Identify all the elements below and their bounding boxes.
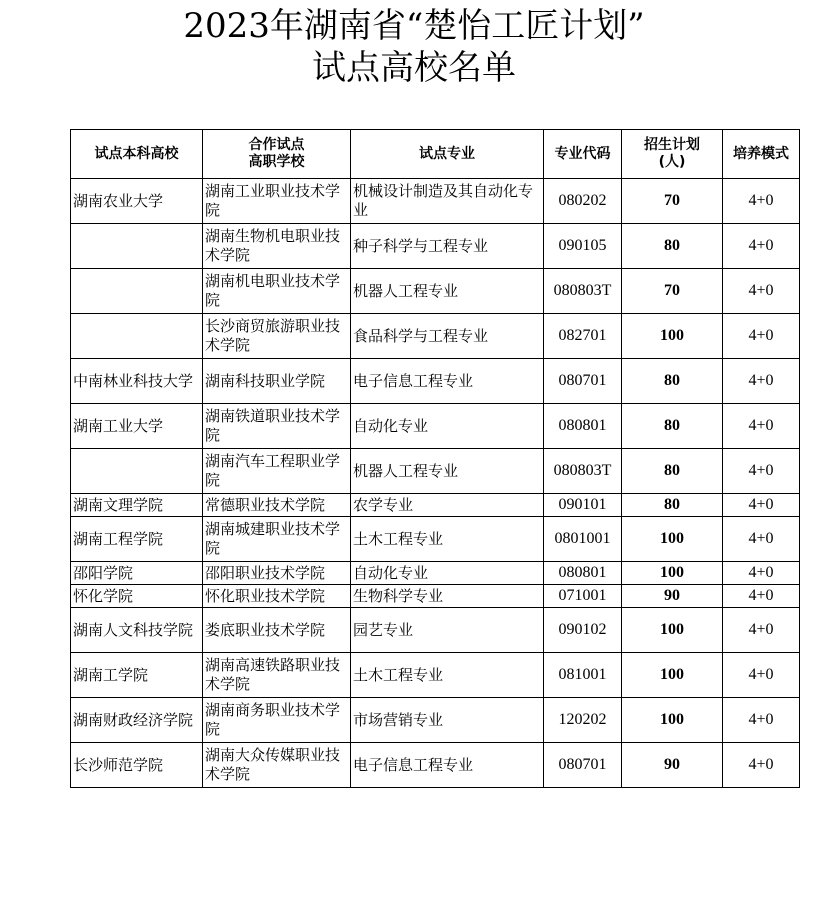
cell-university: 湖南工业大学 xyxy=(71,404,203,449)
cell-mode: 4+0 xyxy=(723,585,800,608)
cell-university: 邵阳学院 xyxy=(71,562,203,585)
cell-college: 湖南生物机电职业技术学院 xyxy=(203,224,351,269)
cell-plan: 70 xyxy=(622,179,723,224)
pilot-schools-table xyxy=(70,129,800,788)
cell-plan: 80 xyxy=(622,404,723,449)
cell-college: 湖南高速铁路职业技术学院 xyxy=(203,653,351,698)
table-row xyxy=(71,517,800,562)
cell-major: 机器人工程专业 xyxy=(351,269,544,314)
table-row xyxy=(71,562,800,585)
cell-college: 湖南大众传媒职业技术学院 xyxy=(203,743,351,788)
cell-major: 园艺专业 xyxy=(351,608,544,653)
cell-college: 湖南城建职业技术学院 xyxy=(203,517,351,562)
cell-major: 土木工程专业 xyxy=(351,517,544,562)
cell-mode: 4+0 xyxy=(723,608,800,653)
cell-plan: 100 xyxy=(622,562,723,585)
cell-code: 080701 xyxy=(544,359,622,404)
cell-college: 长沙商贸旅游职业技术学院 xyxy=(203,314,351,359)
cell-mode: 4+0 xyxy=(723,224,800,269)
cell-plan: 80 xyxy=(622,224,723,269)
cell-plan: 90 xyxy=(622,743,723,788)
header-major: 试点专业 xyxy=(351,130,544,179)
title-line-2: 试点高校名单 xyxy=(312,48,516,88)
table-body xyxy=(71,179,800,788)
cell-code: 080803T xyxy=(544,449,622,494)
cell-mode: 4+0 xyxy=(723,359,800,404)
cell-university xyxy=(71,314,203,359)
header-code: 专业代码 xyxy=(544,130,622,179)
cell-major: 土木工程专业 xyxy=(351,653,544,698)
header-plan xyxy=(622,130,723,179)
cell-code: 082701 xyxy=(544,314,622,359)
cell-plan: 80 xyxy=(622,359,723,404)
cell-major: 电子信息工程专业 xyxy=(351,359,544,404)
table-row xyxy=(71,404,800,449)
cell-mode: 4+0 xyxy=(723,314,800,359)
table-row xyxy=(71,698,800,743)
header-college-line-1: 合作试点 xyxy=(248,137,305,153)
header-college xyxy=(203,130,351,179)
cell-code: 090105 xyxy=(544,224,622,269)
cell-mode: 4+0 xyxy=(723,404,800,449)
cell-plan: 90 xyxy=(622,585,723,608)
table-row xyxy=(71,359,800,404)
cell-university xyxy=(71,224,203,269)
cell-mode: 4+0 xyxy=(723,698,800,743)
header-mode: 培养模式 xyxy=(723,130,800,179)
cell-university: 湖南人文科技学院 xyxy=(71,608,203,653)
cell-code: 080801 xyxy=(544,404,622,449)
cell-plan: 100 xyxy=(622,698,723,743)
cell-code: 080202 xyxy=(544,179,622,224)
header-plan-line-1: 招生计划 xyxy=(644,137,700,153)
cell-plan: 70 xyxy=(622,269,723,314)
table-row xyxy=(71,743,800,788)
cell-plan: 80 xyxy=(622,494,723,517)
cell-plan: 80 xyxy=(622,449,723,494)
cell-college: 娄底职业技术学院 xyxy=(203,608,351,653)
cell-code: 080701 xyxy=(544,743,622,788)
cell-major: 电子信息工程专业 xyxy=(351,743,544,788)
cell-university: 湖南工学院 xyxy=(71,653,203,698)
cell-mode: 4+0 xyxy=(723,269,800,314)
cell-major: 生物科学专业 xyxy=(351,585,544,608)
cell-code: 0801001 xyxy=(544,517,622,562)
table-row xyxy=(71,494,800,517)
cell-major: 机器人工程专业 xyxy=(351,449,544,494)
title-line-1: 2023年湖南省“楚怡工匠计划” xyxy=(183,6,645,46)
cell-university: 湖南文理学院 xyxy=(71,494,203,517)
cell-college: 湖南商务职业技术学院 xyxy=(203,698,351,743)
table-row xyxy=(71,224,800,269)
cell-plan: 100 xyxy=(622,653,723,698)
table-row xyxy=(71,653,800,698)
cell-major: 种子科学与工程专业 xyxy=(351,224,544,269)
cell-college: 湖南机电职业技术学院 xyxy=(203,269,351,314)
cell-college: 湖南铁道职业技术学院 xyxy=(203,404,351,449)
cell-college: 湖南汽车工程职业学院 xyxy=(203,449,351,494)
cell-mode: 4+0 xyxy=(723,653,800,698)
table-row xyxy=(71,449,800,494)
cell-university xyxy=(71,269,203,314)
cell-university xyxy=(71,449,203,494)
header-university: 试点本科高校 xyxy=(71,130,203,179)
cell-college: 邵阳职业技术学院 xyxy=(203,562,351,585)
cell-code: 090102 xyxy=(544,608,622,653)
cell-plan: 100 xyxy=(622,608,723,653)
table-row xyxy=(71,608,800,653)
header-college-line-2: 高职学校 xyxy=(248,154,305,170)
table-row xyxy=(71,179,800,224)
cell-college: 湖南工业职业技术学院 xyxy=(203,179,351,224)
table-header-row xyxy=(71,130,800,179)
cell-plan: 100 xyxy=(622,517,723,562)
table-row xyxy=(71,314,800,359)
cell-mode: 4+0 xyxy=(723,517,800,562)
cell-code: 080803T xyxy=(544,269,622,314)
cell-mode: 4+0 xyxy=(723,449,800,494)
cell-code: 080801 xyxy=(544,562,622,585)
cell-mode: 4+0 xyxy=(723,562,800,585)
cell-college: 湖南科技职业学院 xyxy=(203,359,351,404)
cell-code: 081001 xyxy=(544,653,622,698)
cell-university: 湖南农业大学 xyxy=(71,179,203,224)
cell-university: 中南林业科技大学 xyxy=(71,359,203,404)
cell-plan: 100 xyxy=(622,314,723,359)
cell-major: 机械设计制造及其自动化专业 xyxy=(351,179,544,224)
cell-university: 湖南工程学院 xyxy=(71,517,203,562)
cell-college: 怀化职业技术学院 xyxy=(203,585,351,608)
cell-code: 090101 xyxy=(544,494,622,517)
table-row xyxy=(71,585,800,608)
cell-major: 市场营销专业 xyxy=(351,698,544,743)
cell-major: 农学专业 xyxy=(351,494,544,517)
cell-university: 怀化学院 xyxy=(71,585,203,608)
table-row xyxy=(71,269,800,314)
header-plan-line-2: (人) xyxy=(658,154,686,170)
cell-college: 常德职业技术学院 xyxy=(203,494,351,517)
cell-mode: 4+0 xyxy=(723,494,800,517)
cell-major: 自动化专业 xyxy=(351,562,544,585)
cell-mode: 4+0 xyxy=(723,179,800,224)
cell-code: 071001 xyxy=(544,585,622,608)
cell-code: 120202 xyxy=(544,698,622,743)
cell-mode: 4+0 xyxy=(723,743,800,788)
cell-university: 长沙师范学院 xyxy=(71,743,203,788)
cell-university: 湖南财政经济学院 xyxy=(71,698,203,743)
cell-major: 食品科学与工程专业 xyxy=(351,314,544,359)
cell-major: 自动化专业 xyxy=(351,404,544,449)
